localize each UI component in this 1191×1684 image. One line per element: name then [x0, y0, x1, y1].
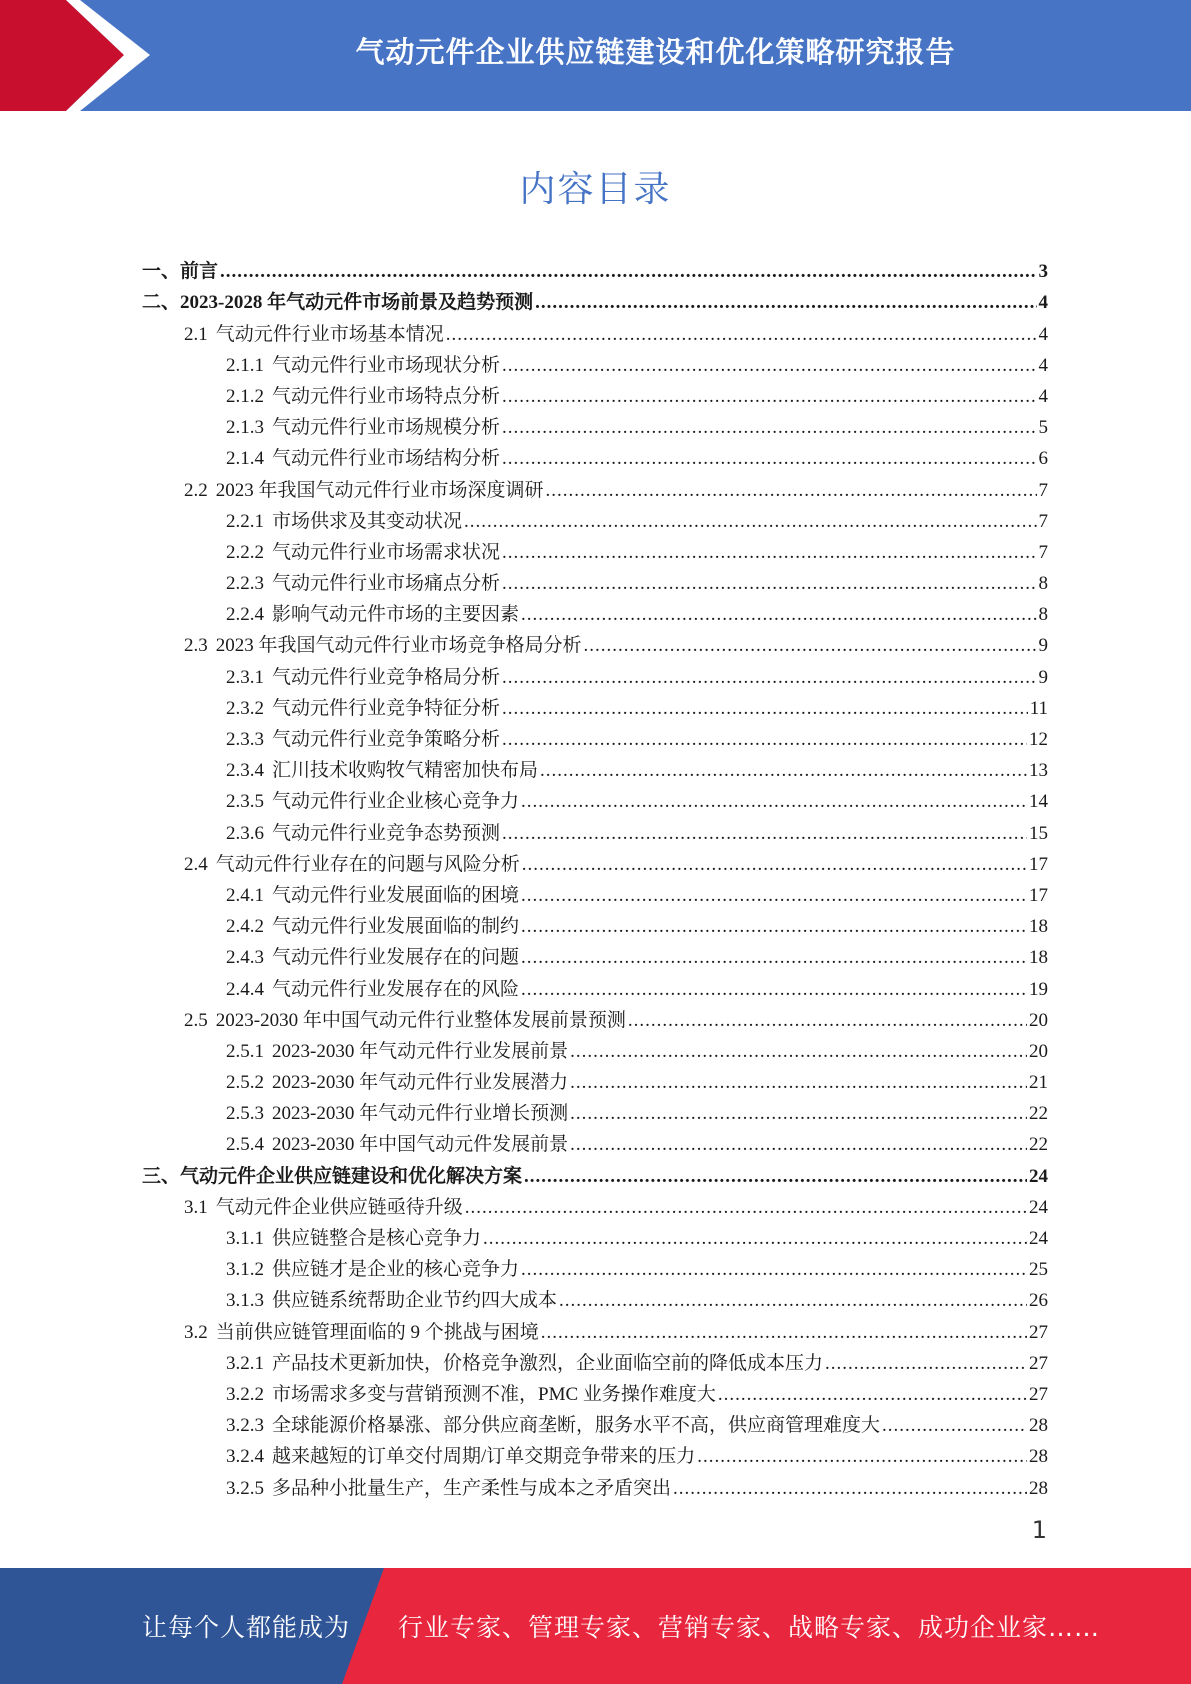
toc-entry-number: 2.3.2 [226, 697, 264, 719]
toc-entry-title [226, 1071, 568, 1095]
toc-entry-title [226, 1289, 557, 1313]
page-number: 1 [1031, 1516, 1047, 1544]
toc-entry-number: 2.5.3 [226, 1103, 264, 1125]
toc-entry-page: 24 [1029, 1196, 1048, 1218]
toc-entry-text: 2023-2028 年气动元件市场前景及趋势预测 [180, 292, 534, 314]
toc-entry-title [226, 978, 519, 1002]
toc-entry-text: 气动元件企业供应链建设和优化解决方案 [180, 1165, 523, 1187]
toc-entry[interactable] [142, 1345, 1048, 1376]
toc-entry[interactable] [142, 627, 1048, 658]
toc-entry-number: 2.4.2 [226, 916, 264, 938]
toc-entry[interactable] [142, 1376, 1048, 1407]
toc-entry-title [226, 1383, 716, 1407]
toc-entry[interactable] [142, 471, 1048, 502]
toc-entry-title [226, 728, 500, 752]
toc-entry-number: 2.3.3 [226, 729, 264, 750]
toc-entry-title [226, 1258, 519, 1282]
toc-entry-page: 18 [1029, 916, 1048, 938]
toc-entry[interactable] [142, 1469, 1048, 1500]
header-arrow-shape [0, 0, 160, 111]
toc-entry-text: 气动元件行业市场需求状况 [272, 541, 501, 563]
toc-entry-text: 前言 [180, 261, 219, 283]
footer-banner [0, 1568, 1191, 1684]
toc-entry-title [226, 1040, 568, 1064]
toc-entry-number: 2.5.1 [226, 1040, 264, 1062]
toc-entry-number: 2.4 [184, 853, 208, 875]
toc-dot-leader [521, 790, 1027, 814]
toc-entry[interactable] [142, 378, 1048, 409]
toc-dot-leader [521, 915, 1027, 939]
toc-entry-page: 25 [1029, 1259, 1048, 1281]
toc-entry-number: 3.1.1 [226, 1228, 264, 1249]
toc-entry-text: 气动元件行业市场基本情况 [215, 323, 444, 345]
toc-dot-leader [559, 1289, 1027, 1313]
toc-entry-number: 2.1.1 [226, 354, 264, 376]
toc-entry[interactable] [142, 1064, 1048, 1095]
toc-entry-page: 3 [1038, 261, 1048, 283]
toc-dot-leader [483, 1227, 1027, 1251]
toc-entry-text: 2023-2030 年气动元件行业发展前景 [272, 1040, 569, 1062]
toc-entry-title [226, 416, 500, 440]
toc-entry-number: 二、 [142, 292, 181, 314]
toc-dot-leader [541, 1321, 1027, 1345]
toc-entry-title [226, 1102, 568, 1126]
toc-entry-title [184, 1196, 463, 1220]
toc-entry-number: 三、 [142, 1165, 181, 1187]
toc-entry-number: 2.3.6 [226, 822, 264, 844]
toc-entry-text: 气动元件行业发展面临的制约 [272, 916, 520, 938]
toc-entry-number: 3.2.4 [226, 1446, 264, 1468]
toc-entry-number: 2.1.2 [226, 385, 264, 407]
toc-entry[interactable] [142, 1189, 1048, 1220]
toc-entry-title [226, 385, 500, 409]
toc-entry-title [226, 572, 500, 596]
toc-entry-page: 7 [1038, 510, 1048, 532]
toc-entry[interactable] [142, 846, 1048, 877]
toc-entry-number: 3.2.2 [226, 1383, 264, 1405]
toc-entry-text: 气动元件行业竞争特征分析 [272, 697, 501, 719]
toc-entry[interactable] [142, 752, 1048, 783]
toc-dot-leader [502, 385, 1036, 409]
toc-entry-page: 14 [1029, 791, 1048, 813]
toc-entry-page: 12 [1029, 729, 1048, 750]
toc-dot-leader [521, 1258, 1027, 1282]
toc-entry-title [226, 354, 500, 378]
toc-entry[interactable] [142, 284, 1048, 315]
toc-entry-title [142, 260, 218, 284]
report-title: 气动元件企业供应链建设和优化策略研究报告 [355, 34, 956, 69]
toc-entry[interactable] [142, 253, 1048, 284]
toc-entry-title [226, 1477, 671, 1501]
toc-entry-text: 全球能源价格暴涨、部分供应商垄断，服务水平不高，供应商管理难度大 [272, 1415, 881, 1437]
toc-entry-title [226, 447, 500, 471]
toc-entry-page: 7 [1038, 541, 1048, 563]
toc-dot-leader [570, 1133, 1027, 1157]
toc-dot-leader [584, 634, 1037, 658]
toc-entry-text: 产品技术更新加快，价格竞争激烈，企业面临空前的降低成本压力 [272, 1352, 824, 1374]
toc-dot-leader [882, 1414, 1027, 1438]
toc-entry-page: 28 [1029, 1415, 1048, 1437]
toc-entry-page: 22 [1029, 1134, 1048, 1156]
toc-entry-text: 汇川技术收购牧气精密加快布局 [272, 760, 539, 782]
toc-entry-page: 28 [1029, 1477, 1048, 1499]
toc-entry[interactable] [142, 440, 1048, 471]
toc-entry[interactable] [142, 939, 1048, 970]
toc-entry-text: 气动元件行业发展存在的风险 [272, 978, 520, 1000]
toc-dot-leader [502, 822, 1027, 846]
toc-entry-title [226, 510, 462, 534]
toc-entry-title [184, 853, 520, 877]
toc-dot-leader [521, 978, 1027, 1002]
toc-entry-text: 气动元件行业发展存在的问题 [272, 947, 520, 969]
toc-entry-text: 气动元件行业竞争策略分析 [272, 729, 501, 750]
toc-entry-page: 24 [1029, 1165, 1048, 1187]
toc-entry-title [226, 1414, 880, 1438]
toc-entry[interactable] [142, 1033, 1048, 1064]
toc-dot-leader [502, 416, 1036, 440]
toc-entry-number: 一、 [142, 261, 181, 283]
toc-entry-text: 气动元件行业竞争格局分析 [272, 666, 501, 688]
toc-heading: 内容目录 [519, 169, 672, 210]
toc-entry-page: 20 [1029, 1009, 1048, 1031]
toc-entry-title [226, 790, 519, 814]
toc-entry-title [226, 946, 519, 970]
toc-dot-leader [502, 447, 1036, 471]
toc-entry-title [226, 1445, 695, 1469]
toc-entry-title [226, 884, 519, 908]
toc-entry-number: 3.2 [184, 1321, 208, 1343]
toc-entry-page: 21 [1029, 1072, 1048, 1094]
toc-entry-text: 气动元件行业市场现状分析 [272, 354, 501, 376]
toc-entry[interactable] [142, 908, 1048, 939]
toc-entry-page: 19 [1029, 978, 1048, 1000]
toc-dot-leader [535, 291, 1036, 315]
table-of-contents [142, 253, 1048, 1501]
toc-dot-leader [521, 946, 1027, 970]
toc-dot-leader [502, 666, 1036, 690]
toc-entry[interactable] [142, 409, 1048, 440]
toc-entry[interactable] [142, 596, 1048, 627]
toc-entry-number: 3.2.3 [226, 1415, 264, 1437]
toc-entry-text: 气动元件行业市场痛点分析 [272, 573, 501, 595]
toc-entry[interactable] [142, 1282, 1048, 1313]
toc-entry-text: 气动元件行业企业核心竞争力 [272, 791, 520, 813]
toc-entry-text: 2023 年我国气动元件行业市场竞争格局分析 [215, 635, 582, 657]
toc-dot-leader [718, 1383, 1027, 1407]
toc-entry-number: 3.1.2 [226, 1259, 264, 1281]
toc-entry-page: 22 [1029, 1103, 1048, 1125]
toc-entry-text: 市场需求多变与营销预测不准，PMC 业务操作难度大 [272, 1383, 716, 1405]
toc-dot-leader [522, 853, 1027, 877]
toc-entry-page: 4 [1038, 354, 1048, 376]
toc-dot-leader [502, 572, 1036, 596]
toc-entry-number: 2.5.2 [226, 1072, 264, 1094]
toc-entry-page: 27 [1029, 1321, 1048, 1343]
toc-entry-text: 气动元件行业存在的问题与风险分析 [215, 853, 520, 875]
toc-dot-leader [502, 541, 1036, 565]
toc-entry-page: 26 [1029, 1290, 1048, 1312]
toc-entry[interactable] [142, 1220, 1048, 1251]
toc-entry-page: 20 [1029, 1040, 1048, 1062]
toc-entry-text: 供应链系统帮助企业节约四大成本 [272, 1290, 558, 1312]
footer-slogan-left: 让每个人都能成为 [142, 1613, 351, 1642]
toc-entry-title [142, 1165, 522, 1189]
toc-entry-page: 4 [1038, 292, 1048, 314]
toc-entry-page: 4 [1038, 323, 1048, 345]
toc-dot-leader [464, 510, 1036, 534]
toc-dot-leader [524, 1165, 1027, 1189]
toc-entry-title [226, 1133, 568, 1157]
toc-entry-page: 24 [1029, 1228, 1048, 1249]
toc-dot-leader [502, 728, 1027, 752]
toc-dot-leader [502, 697, 1028, 721]
toc-entry-number: 3.1 [184, 1196, 208, 1218]
toc-entry[interactable] [142, 503, 1048, 534]
toc-entry[interactable] [142, 1313, 1048, 1344]
toc-entry-title [226, 1352, 823, 1376]
toc-entry[interactable] [142, 565, 1048, 596]
header-banner [0, 0, 1191, 111]
toc-entry-number: 2.2.3 [226, 573, 264, 595]
toc-entry-title [226, 822, 500, 846]
toc-entry-title [142, 291, 533, 315]
toc-dot-leader [570, 1040, 1027, 1064]
toc-entry-title [226, 759, 538, 783]
toc-entry-number: 2.4.4 [226, 978, 264, 1000]
toc-entry[interactable] [142, 1002, 1048, 1033]
toc-dot-leader [521, 884, 1027, 908]
toc-dot-leader [502, 354, 1036, 378]
toc-entry[interactable] [142, 1157, 1048, 1188]
toc-entry-title [226, 666, 500, 690]
toc-entry-number: 2.3.5 [226, 791, 264, 813]
toc-entry-title [226, 603, 519, 627]
toc-dot-leader [673, 1477, 1027, 1501]
toc-entry-number: 2.4.3 [226, 947, 264, 969]
toc-entry-number: 2.1.4 [226, 448, 264, 470]
toc-entry-title [226, 541, 500, 565]
toc-entry-title [226, 697, 500, 721]
toc-entry-title [184, 634, 582, 658]
toc-entry-number: 2.1.3 [226, 417, 264, 439]
toc-entry-text: 2023-2030 年中国气动元件发展前景 [272, 1134, 569, 1156]
toc-entry[interactable] [142, 970, 1048, 1001]
toc-entry[interactable] [142, 877, 1048, 908]
toc-entry[interactable] [142, 783, 1048, 814]
toc-entry-title [184, 323, 444, 347]
toc-entry-page: 5 [1038, 417, 1048, 439]
toc-entry-text: 影响气动元件市场的主要因素 [272, 604, 520, 626]
toc-entry-page: 11 [1029, 697, 1048, 719]
toc-entry[interactable] [142, 1251, 1048, 1282]
toc-entry-text: 气动元件行业市场规模分析 [272, 417, 501, 439]
toc-dot-leader [521, 603, 1036, 627]
toc-dot-leader [446, 323, 1037, 347]
toc-entry-page: 13 [1029, 760, 1048, 782]
toc-entry-number: 2.2.2 [226, 541, 264, 563]
toc-entry-text: 供应链整合是核心竞争力 [272, 1228, 482, 1249]
toc-entry-number: 2.5 [184, 1009, 208, 1031]
toc-entry-text: 当前供应链管理面临的 9 个挑战与困境 [215, 1321, 539, 1343]
toc-entry[interactable] [142, 1126, 1048, 1157]
toc-entry-text: 气动元件行业市场结构分析 [272, 448, 501, 470]
toc-entry-title [184, 1009, 626, 1033]
toc-entry-page: 17 [1029, 884, 1048, 906]
toc-entry-text: 气动元件行业竞争态势预测 [272, 822, 501, 844]
toc-entry-page: 6 [1038, 448, 1048, 470]
toc-dot-leader [570, 1071, 1027, 1095]
toc-entry[interactable] [142, 1095, 1048, 1126]
toc-entry-page: 28 [1029, 1446, 1048, 1468]
toc-entry-page: 27 [1029, 1383, 1048, 1405]
toc-entry-number: 2.4.1 [226, 884, 264, 906]
toc-entry-page: 27 [1029, 1352, 1048, 1374]
toc-entry-text: 供应链才是企业的核心竞争力 [272, 1259, 520, 1281]
toc-entry-page: 18 [1029, 947, 1048, 969]
toc-entry-number: 2.3 [184, 635, 208, 657]
toc-entry-text: 2023-2030 年中国气动元件行业整体发展前景预测 [215, 1009, 626, 1031]
toc-dot-leader [825, 1352, 1027, 1376]
toc-entry[interactable] [142, 1438, 1048, 1469]
toc-entry-title [226, 915, 519, 939]
toc-entry-number: 2.2.4 [226, 604, 264, 626]
toc-entry-title [184, 1321, 539, 1345]
toc-entry-number: 2.2.1 [226, 510, 264, 532]
toc-entry-page: 17 [1029, 853, 1048, 875]
toc-dot-leader [697, 1445, 1027, 1469]
toc-entry-text: 市场供求及其变动状况 [272, 510, 463, 532]
toc-entry-text: 气动元件企业供应链亟待升级 [215, 1196, 463, 1218]
toc-entry-page: 8 [1038, 573, 1048, 595]
toc-entry-page: 9 [1038, 666, 1048, 688]
toc-entry[interactable] [142, 721, 1048, 752]
toc-entry-page: 9 [1038, 635, 1048, 657]
toc-entry-page: 4 [1038, 385, 1048, 407]
toc-entry-text: 2023 年我国气动元件行业市场深度调研 [215, 479, 544, 501]
toc-entry-text: 2023-2030 年气动元件行业发展潜力 [272, 1072, 569, 1094]
toc-dot-leader [570, 1102, 1027, 1126]
toc-entry-number: 3.2.1 [226, 1352, 264, 1374]
toc-entry-page: 7 [1038, 479, 1048, 501]
toc-entry[interactable] [142, 658, 1048, 689]
toc-dot-leader [546, 479, 1037, 503]
toc-dot-leader [220, 260, 1036, 284]
toc-entry-number: 3.1.3 [226, 1290, 264, 1312]
toc-entry-number: 2.3.4 [226, 760, 264, 782]
toc-entry-number: 2.3.1 [226, 666, 264, 688]
toc-entry-number: 3.2.5 [226, 1477, 264, 1499]
toc-entry[interactable] [142, 534, 1048, 565]
toc-dot-leader [628, 1009, 1027, 1033]
toc-entry-text: 2023-2030 年气动元件行业增长预测 [272, 1103, 569, 1125]
toc-dot-leader [540, 759, 1027, 783]
toc-entry[interactable] [142, 814, 1048, 845]
toc-entry[interactable] [142, 315, 1048, 346]
toc-entry-page: 15 [1029, 822, 1048, 844]
toc-entry-text: 气动元件行业市场特点分析 [272, 385, 501, 407]
toc-entry-number: 2.1 [184, 323, 208, 345]
toc-entry-text: 多品种小批量生产，生产柔性与成本之矛盾突出 [272, 1477, 672, 1499]
toc-entry-text: 气动元件行业发展面临的困境 [272, 884, 520, 906]
toc-entry-text: 越来越短的订单交付周期/订单交期竞争带来的压力 [272, 1446, 696, 1468]
toc-entry[interactable] [142, 690, 1048, 721]
toc-dot-leader [465, 1196, 1027, 1220]
toc-entry[interactable] [142, 1407, 1048, 1438]
footer-slogan-right: 行业专家、管理专家、营销专家、战略专家、成功企业家…… [398, 1613, 1101, 1642]
toc-entry-title [226, 1227, 481, 1251]
toc-entry-title [184, 479, 544, 503]
toc-entry-page: 8 [1038, 604, 1048, 626]
toc-entry-number: 2.2 [184, 479, 208, 501]
toc-entry-number: 2.5.4 [226, 1134, 264, 1156]
toc-entry[interactable] [142, 347, 1048, 378]
